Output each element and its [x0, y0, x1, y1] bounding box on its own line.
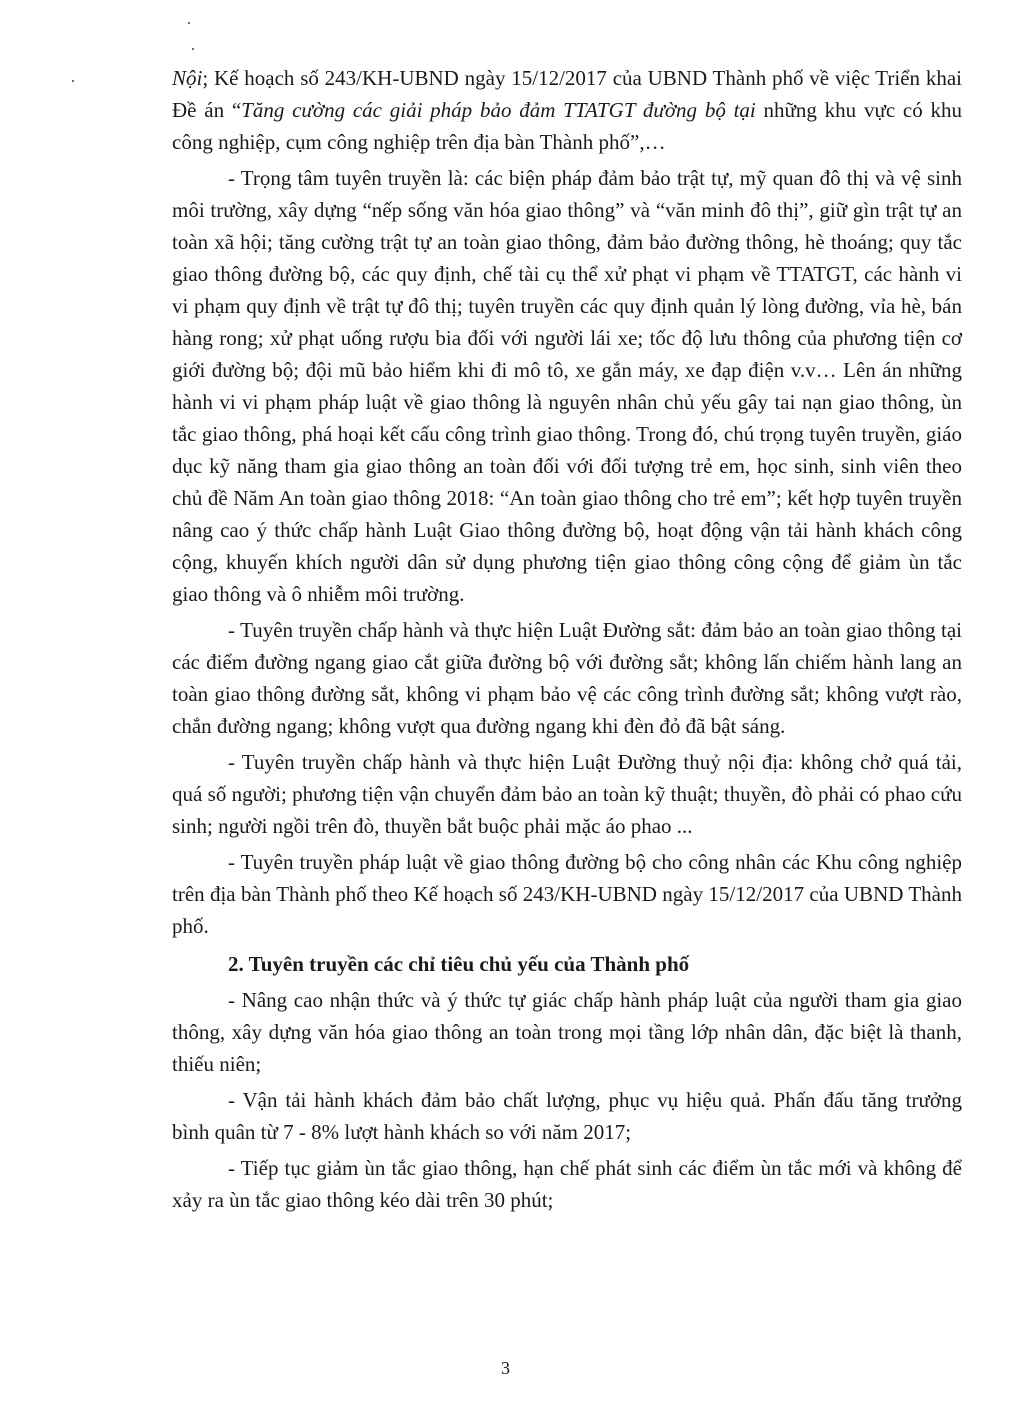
document-body: [172, 62, 962, 1220]
text-run: - Trọng tâm tuyên truyền là: các biện pháp đảm bảo trật tự, mỹ quan đô thị và vệ sinh môi trường, xây dựng “nếp sống văn hóa giao thông” và “văn minh đô thị”, giữ gìn trật tự an toàn xã hội; tăng cường trật tự an toàn giao thông, đảm bảo đường thông, hè thoáng; quy tắc giao thông đường bộ, các quy định, chế tài cụ thể xử phạt vi phạm về TTATGT, các hành vi vi phạm quy định về trật tự đô thị; tuyên truyền các quy định quản lý lòng đường, vỉa hè, bán hàng rong; xử phạt uống rượu bia đối với người lái xe; tốc độ lưu thông của phương tiện cơ giới đường bộ; đội mũ bảo hiểm khi đi mô tô, xe gắn máy, xe đạp điện v.v… Lên án những hành vi vi phạm pháp luật về giao thông là nguyên nhân chủ yếu gây tai nạn giao thông, ùn tắc giao thông, phá hoại kết cấu công trình giao thông. Trong đó, chú trọng tuyên truyền, giáo dục kỹ năng tham gia giao thông an toàn đối với đối tượng trẻ em, học sinh, sinh viên theo chủ đề Năm An toàn giao thông 2018: “An toàn giao thông cho trẻ em”; kết hợp tuyên truyền nâng cao ý thức chấp hành Luật Giao thông đường bộ, hoạt động vận tải hành khách công cộng, khuyến khích người dân sử dụng phương tiện giao thông công cộng để giảm ùn tắc giao thông và ô nhiễm môi trường.: [172, 166, 962, 606]
text-run: ; Kế hoạch số 243/KH-UBND ngày 15/12/2017 của UBND Thành phố về việc Triển khai Đề án “: [172, 66, 962, 122]
text-run: - Nâng cao nhận thức và ý thức tự giác chấp hành pháp luật của người tham gia giao thông, xây dựng văn hóa giao thông an toàn trong mọi tầng lớp nhân dân, đặc biệt là thanh, thiếu niên;: [172, 988, 962, 1076]
paragraph: [172, 62, 962, 158]
paragraph: [172, 846, 962, 942]
italic-text: Tăng cường các giải pháp bảo đảm TTATGT đường bộ tại: [241, 98, 756, 122]
scan-speck: [192, 48, 194, 50]
text-run: - Vận tải hành khách đảm bảo chất lượng, phục vụ hiệu quả. Phấn đấu tăng trưởng bình quân từ 7 - 8% lượt hành khách so với năm 2017;: [172, 1088, 962, 1144]
scan-speck: [188, 22, 190, 24]
paragraph: [172, 1084, 962, 1148]
text-run: - Tuyên truyền chấp hành và thực hiện Luật Đường thuỷ nội địa: không chở quá tải, quá số người; phương tiện vận chuyển đảm bảo an toàn kỹ thuật; thuyền, đò phải có phao cứu sinh; người ngồi trên đò, thuyền bắt buộc phải mặc áo phao ...: [172, 750, 962, 838]
text-run: những khu vực có khu công nghiệp, cụm công nghiệp trên địa bàn Thành phố”,…: [172, 98, 962, 154]
italic-text: Nội: [172, 66, 203, 90]
paragraph: [172, 162, 962, 610]
scan-speck: [72, 80, 74, 82]
paragraph: [172, 614, 962, 742]
page-number: 3: [501, 1358, 510, 1378]
text-run: - Tuyên truyền chấp hành và thực hiện Luật Đường sắt: đảm bảo an toàn giao thông tại các điểm đường ngang giao cắt giữa đường bộ với đường sắt; không lấn chiếm hành lang an toàn giao thông đường sắt, không vi phạm bảo vệ các công trình đường sắt; không vượt rào, chắn đường ngang; không vượt qua đường ngang khi đèn đỏ đã bật sáng.: [172, 618, 962, 738]
section-heading: [172, 948, 962, 980]
paragraph: [172, 746, 962, 842]
paragraph: [172, 1152, 962, 1216]
text-run: - Tuyên truyền pháp luật về giao thông đường bộ cho công nhân các Khu công nghiệp trên địa bàn Thành phố theo Kế hoạch số 243/KH-UBND ngày 15/12/2017 của UBND Thành phố.: [172, 850, 962, 938]
paragraph: [172, 984, 962, 1080]
text-run: 2. Tuyên truyền các chỉ tiêu chủ yếu của Thành phố: [228, 952, 690, 976]
text-run: - Tiếp tục giảm ùn tắc giao thông, hạn chế phát sinh các điểm ùn tắc mới và không để xảy ra ùn tắc giao thông kéo dài trên 30 phút;: [172, 1156, 962, 1212]
